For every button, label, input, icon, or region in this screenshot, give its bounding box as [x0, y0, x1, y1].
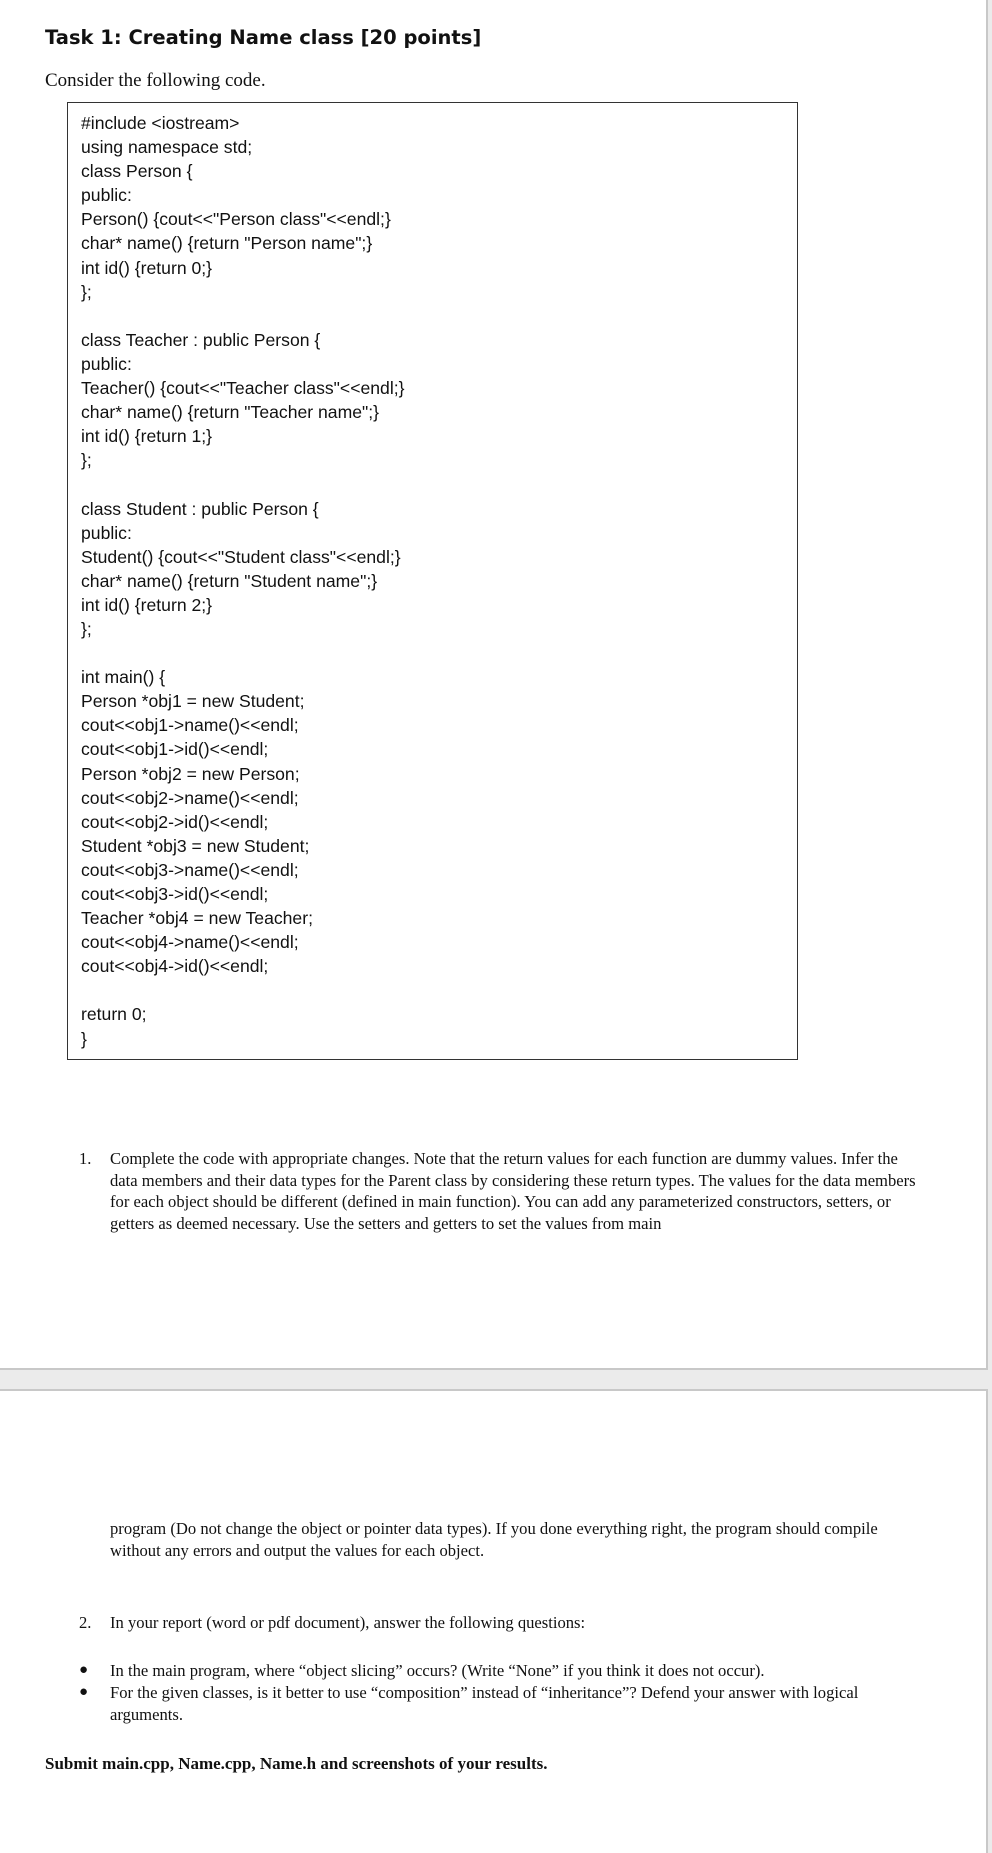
code-line: class Student : public Person { [81, 498, 319, 519]
code-line: }; [81, 450, 92, 471]
code-line: int id() {return 2;} [81, 594, 213, 615]
code-line: Person *obj2 = new Person; [81, 763, 300, 784]
code-line: Student *obj3 = new Student; [81, 835, 310, 856]
submit-instructions: Submit main.cpp, Name.cpp, Name.h and screenshots of your results. [45, 1754, 548, 1773]
code-line: cout<<obj1->name()<<endl; [81, 715, 299, 736]
code-line: Person() {cout<<"Person class"<<endl;} [81, 209, 391, 230]
code-line: Teacher() {cout<<"Teacher class"<<endl;} [81, 378, 405, 399]
code-box [67, 102, 798, 1060]
code-line: class Person { [81, 161, 193, 182]
bullet-icon: ● [79, 1684, 89, 1700]
code-line [81, 472, 405, 496]
list-item-text: In your report (word or pdf document), answer the following questions: [110, 1613, 586, 1632]
code-line: } [81, 1028, 87, 1049]
code-line: Teacher *obj4 = new Teacher; [81, 908, 313, 929]
list-item-text: Complete the code with appropriate changes. Note that the return values for each function are dummy values. Infer the data members and their data types for the Parent class by considering these return types. The values for the data members for each object should be different (defined in main function). You can add any parameterized constructors, setters, or getters as deemed necessary. Use the setters and getters to set the values from main [110, 1149, 916, 1234]
intro-text: Consider the following code. [45, 70, 266, 91]
code-line: char* name() {return "Teacher name";} [81, 402, 380, 423]
code-line [81, 304, 405, 328]
code-line: int id() {return 0;} [81, 257, 213, 278]
list-item-number: 1. [79, 1149, 92, 1168]
code-line: #include <iostream> [81, 113, 240, 133]
code-line: cout<<obj4->name()<<endl; [81, 932, 299, 953]
code-line: public: [81, 353, 132, 374]
code-line: cout<<obj4->id()<<endl; [81, 956, 269, 977]
list-item-number: 2. [79, 1613, 92, 1632]
code-line: cout<<obj2->name()<<endl; [81, 787, 299, 808]
code-line: cout<<obj3->name()<<endl; [81, 859, 299, 880]
code-line: public: [81, 185, 132, 206]
code-line: return 0; [81, 1004, 147, 1025]
code-listing [81, 111, 405, 1051]
code-line [81, 978, 405, 1002]
bullet-icon: ● [79, 1662, 89, 1678]
code-line: int main() { [81, 667, 166, 688]
bullet-text: In the main program, where “object slicing” occurs? (Write “None” if you think it does not occur). [110, 1661, 765, 1680]
code-line: cout<<obj2->id()<<endl; [81, 811, 269, 832]
bullet-text: For the given classes, is it better to use “composition” instead of “inheritance”? Defend your answer with logical arguments. [110, 1683, 859, 1724]
code-line: }; [81, 618, 92, 639]
code-line: public: [81, 522, 132, 543]
code-line: Person *obj1 = new Student; [81, 691, 305, 712]
task-heading: Task 1: Creating Name class [20 points] [45, 26, 482, 49]
code-line: using namespace std; [81, 137, 253, 158]
code-line: int id() {return 1;} [81, 426, 213, 447]
code-line: }; [81, 281, 92, 302]
list-item-1-continuation: program (Do not change the object or pointer data types). If you done everything right, the program should compile without any errors and output the values for each object. [110, 1519, 878, 1560]
code-line: cout<<obj3->id()<<endl; [81, 884, 269, 904]
code-line: class Teacher : public Person { [81, 329, 321, 350]
code-line [81, 641, 405, 665]
code-line: char* name() {return "Person name";} [81, 233, 373, 254]
code-line: cout<<obj1->id()<<endl; [81, 739, 269, 760]
code-line: Student() {cout<<"Student class"<<endl;} [81, 546, 401, 567]
code-line: char* name() {return "Student name";} [81, 570, 378, 591]
